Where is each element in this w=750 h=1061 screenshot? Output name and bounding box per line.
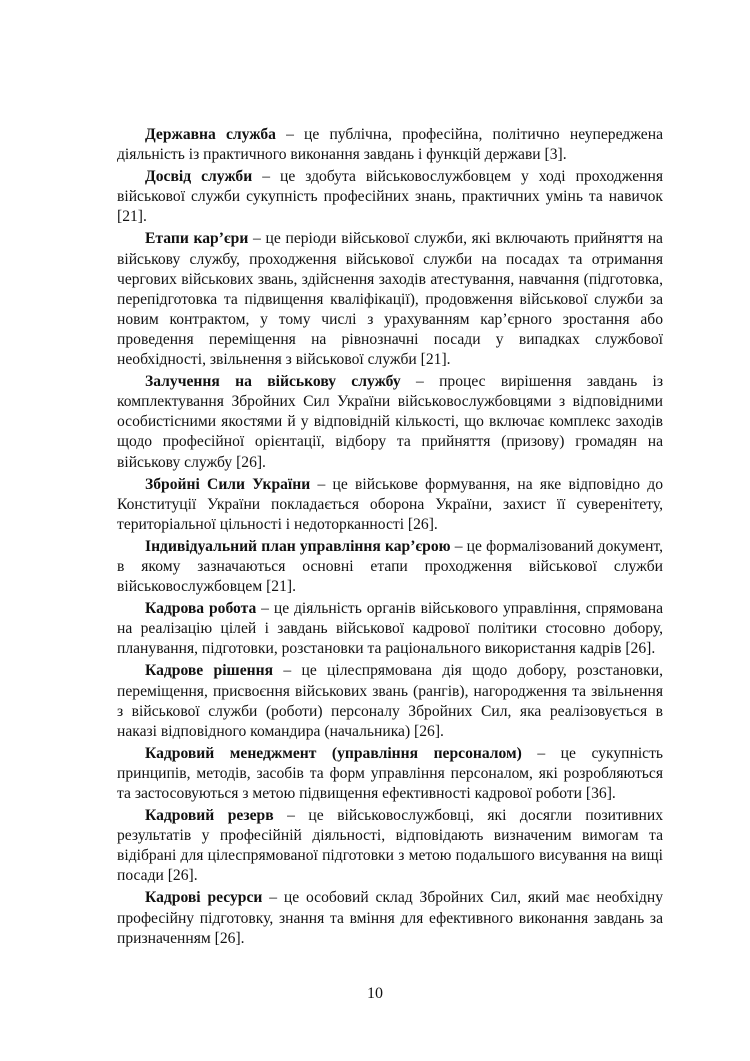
glossary-entry bbox=[117, 229, 663, 370]
entry-definition: – це періоди військової служби, які включають прийняття на військову службу, проходження військової служби на посадах та отримання чергових військових звань, здійснення заходів атестування, навчання (підготовка, перепідготовка та підвищення кваліфікації), продовження військової служби за новим контрактом, у тому числі з урахуванням кар’єрного зростання або проведення переміщення на рівнозначні посади у випадках службової необхідності, звільнення з військової служби [21]. bbox=[117, 230, 663, 369]
entry-term: Збройні Сили України bbox=[145, 475, 311, 493]
glossary-entry bbox=[117, 599, 663, 659]
entry-term: Державна служба bbox=[145, 126, 276, 143]
entry-term: Кадровий менеджмент (управління персоналом) bbox=[145, 744, 522, 762]
glossary-entry bbox=[117, 806, 663, 886]
entry-definition: – це військовослужбовці, які досягли позитивних результатів у професійній діяльності, відповідають визначеним вимогам та відібрані для цілеспрямованої підготовки з метою подальшого висування на вищі посади [26]. bbox=[117, 807, 663, 885]
entry-term: Кадрові ресурси bbox=[145, 889, 263, 907]
entry-term: Залучення на військову службу bbox=[145, 373, 401, 391]
entry-definition: – процес вирішення завдань із комплектування Збройних Сил України військовослужбовцями з відповідними особистісними якостями й у відповідній кількості, що включає комплекс заходів щодо професійної орієнтації, відбору та прийняття (призову) громадян на військову службу [26]. bbox=[117, 373, 663, 471]
entry-definition: – це діяльність органів військового управління, спрямована на реалізацію цілей і завдань військової кадрової політики стосовно добору, планування, підготовки, розстановки та раціонального використання кадрів [26]. bbox=[117, 600, 663, 658]
entry-term: Кадрове рішення bbox=[145, 662, 274, 680]
entry-definition: – це формалізований документ, в якому зазначаються основні етапи проходження військової служби військовослужбовцем [21]. bbox=[117, 537, 663, 596]
entry-definition: – це сукупність принципів, методів, засобів та форм управління персоналом, які розробляються та застосовуються з метою підвищення ефективності кадрової роботи [36]. bbox=[117, 744, 663, 802]
glossary-entry bbox=[117, 888, 663, 948]
entry-term: Етапи кар’єри bbox=[145, 230, 249, 248]
glossary-entry bbox=[117, 372, 663, 472]
glossary-entry bbox=[117, 661, 663, 741]
glossary-entry bbox=[117, 537, 663, 597]
entry-definition: – це цілеспрямована дія щодо добору, розстановки, переміщення, присвоєння військових звань (рангів), нагородження та звільнення з військової служби (роботи) персоналу Збройних Сил, яка реалізовується в наказі відповідного командира (начальника) [26]. bbox=[117, 662, 663, 740]
glossary-entry bbox=[117, 475, 663, 535]
entry-term: Індивідуальний план управління кар’єрою bbox=[145, 537, 451, 555]
entry-definition: – це здобута військовослужбовцем у ході проходження військової служби сукупність професійних знань, практичних умінь та навичок [21]. bbox=[117, 168, 663, 226]
page-number: 10 bbox=[367, 985, 383, 1002]
glossary-text bbox=[117, 125, 663, 951]
entry-definition: – це публічна, професійна, політично неупереджена діяльність із практичного виконання завдань і функцій держави [3]. bbox=[117, 126, 663, 164]
glossary-entry bbox=[117, 125, 663, 165]
entry-term: Кадровий резерв bbox=[145, 807, 274, 825]
entry-term: Досвід служби bbox=[145, 168, 253, 186]
entry-definition: – це військове формування, на яке відповідно до Конституції України покладається оборона України, захист її суверенітету, територіальної цільності і недоторканності [26]. bbox=[117, 475, 663, 533]
entry-definition: – це особовий склад Збройних Сил, який має необхідну професійну підготовку, знання та вміння для ефективного виконання завдань за призначенням [26]. bbox=[117, 889, 663, 947]
glossary-entry bbox=[117, 744, 663, 804]
entry-term: Кадрова робота bbox=[145, 600, 257, 618]
glossary-entry bbox=[117, 167, 663, 227]
